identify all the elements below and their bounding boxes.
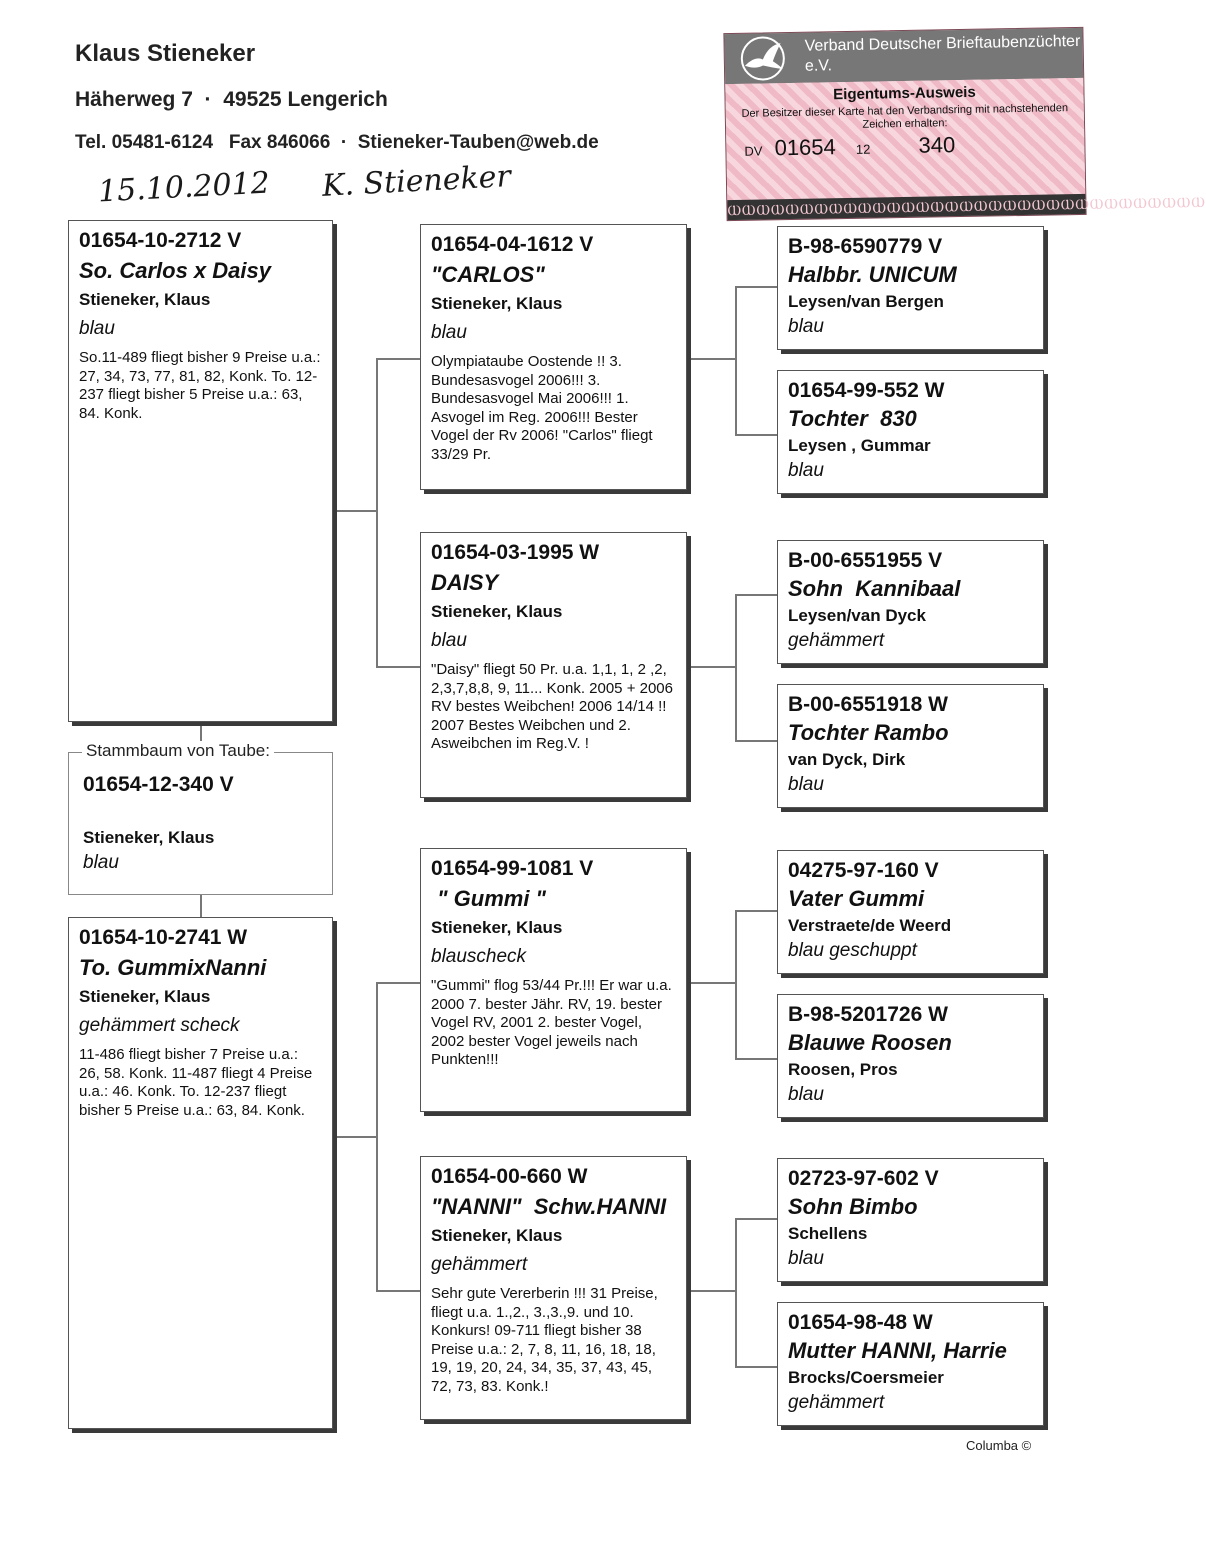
owner: Stieneker, Klaus xyxy=(431,918,563,937)
connector xyxy=(333,1136,377,1138)
pigeon-name: Sohn Kannibaal xyxy=(788,576,961,601)
pigeon-color: blau xyxy=(788,1084,824,1105)
breeder-contact: Tel. 05481-6124 Fax 846066 · Stieneker-Tauben@web.de xyxy=(75,132,599,153)
owner: Stieneker, Klaus xyxy=(431,602,563,621)
footer-credit: Columba © xyxy=(966,1438,1032,1453)
ring-number: 01654-12-340 V xyxy=(83,773,234,796)
ring-number: 01654-99-552 W xyxy=(788,379,945,402)
pigeon-name: Mutter HANNI, Harrie xyxy=(788,1338,1007,1363)
pigeon-name: Sohn Bimbo xyxy=(788,1194,918,1219)
ring-year: 12 xyxy=(855,141,871,157)
owner: Leysen/van Dyck xyxy=(788,606,926,625)
owner: Leysen , Gummar xyxy=(788,436,931,455)
pedigree-card-maternal-grandmother xyxy=(420,1156,687,1420)
owner: Stieneker, Klaus xyxy=(431,1226,563,1245)
owner: Leysen/van Bergen xyxy=(788,292,944,311)
pigeon-color: blau xyxy=(431,630,467,651)
connector xyxy=(376,1290,420,1292)
pedigree-card-great-grandparent xyxy=(777,1302,1044,1426)
owner: Stieneker, Klaus xyxy=(83,828,215,847)
pigeon-name: To. GummixNanni xyxy=(79,955,267,980)
performance-info: "Daisy" fliegt 50 Pr. u.a. 1,1, 1, 2 ,2, 2,3,7,8,8, 9, 11... Konk. 2005 + 2006 RV bestes Weibchen! 2006 14/14 !! 2007 Bestes Weibchen und 2. Asweibchen im Reg.V. ! xyxy=(431,661,673,752)
ring-number: B-98-5201726 W xyxy=(788,1003,948,1026)
pedigree-card-great-grandparent xyxy=(777,540,1044,664)
ring-number: 01654-04-1612 V xyxy=(431,233,594,256)
connector xyxy=(333,510,377,512)
performance-info: Olympiataube Oostende !! 3. Bundesasvogel 2006!!! 3. Bundesasvogel Mai 2006!!! 1. Asvogel im Reg. 2006!!! Bester Vogel der Rv 2006! "Carlos" fliegt 33/29 Pr. xyxy=(431,353,653,463)
connector xyxy=(735,1058,777,1060)
owner: Stieneker, Klaus xyxy=(431,294,563,313)
pigeon-name: Tochter Rambo xyxy=(788,720,949,745)
connector xyxy=(735,1218,737,1366)
ring-number: 01654-99-1081 V xyxy=(431,857,594,880)
connector xyxy=(735,910,777,912)
performance-info: Sehr gute Vererberin !!! 31 Preise, fliegt u.a. 1.,2., 3.,3.,9. und 10. Konkurs! 09-711 fliegt bisher 38 Preise u.a.: 2, 7, 8, 11, 16, 18, 18, 19, 19, 20, 24, 34, 35, 37, 43, 45, 72, 73, 83. Konk.! xyxy=(431,1285,658,1395)
connector xyxy=(735,740,777,742)
pigeon-color: gehämmert xyxy=(788,630,885,651)
pigeon-name: Blauwe Roosen xyxy=(788,1030,952,1055)
pedigree-card-subject xyxy=(68,752,333,895)
pigeon-name: "CARLOS" xyxy=(431,262,545,287)
pedigree-card-father xyxy=(68,220,333,722)
pedigree-legend: Stammbaum von Taube: xyxy=(82,741,274,761)
ring-number: B-00-6551918 W xyxy=(788,693,948,716)
ring-number: 04275-97-160 V xyxy=(788,859,939,882)
ring-number: 340 xyxy=(918,132,956,158)
pigeon-color: blau xyxy=(788,774,824,795)
pedigree-card-paternal-grandfather xyxy=(420,224,687,490)
ring-number: 01654-00-660 W xyxy=(431,1165,588,1188)
pigeon-name: Halbbr. UNICUM xyxy=(788,262,957,287)
pedigree-card-great-grandparent xyxy=(777,370,1044,494)
pigeon-name: So. Carlos x Daisy xyxy=(79,258,271,283)
pigeon-color: gehämmert xyxy=(431,1254,528,1275)
ownership-card-title: Eigentums-Ausweis xyxy=(833,83,976,104)
pigeon-color: blauscheck xyxy=(431,946,527,967)
pigeon-color: blau xyxy=(83,852,119,873)
pedigree-card-mother xyxy=(68,917,333,1429)
dove-icon xyxy=(732,35,793,82)
ownership-card-subtitle: Der Besitzer dieser Karte hat den Verbandsring mit nachstehenden Zeichen erhalten: xyxy=(741,102,1069,131)
connector xyxy=(735,1366,777,1368)
ring-number: 01654-03-1995 W xyxy=(431,541,600,564)
pigeon-color: blau xyxy=(788,460,824,481)
pigeon-color: blau xyxy=(79,318,115,339)
connector xyxy=(376,358,378,666)
pigeon-name: " Gummi " xyxy=(431,886,546,911)
performance-info: So.11-489 fliegt bisher 9 Preise u.a.: 27, 34, 73, 77, 81, 82, Konk. To. 12-237 fliegt bisher 5 Preise u.a.: 63, 84. Konk. xyxy=(79,349,321,422)
connector xyxy=(735,594,737,740)
ring-number: B-98-6590779 V xyxy=(788,235,943,258)
connector xyxy=(200,895,202,917)
pedigree-card-great-grandparent xyxy=(777,684,1044,808)
pedigree-card-paternal-grandmother xyxy=(420,532,687,798)
pedigree-card-great-grandparent xyxy=(777,994,1044,1118)
ownership-ring-number xyxy=(744,130,1064,162)
connector xyxy=(735,434,777,436)
pigeon-color: blau xyxy=(788,1248,824,1269)
pedigree-card-great-grandparent xyxy=(777,1158,1044,1282)
connector xyxy=(735,286,737,434)
pedigree-card-great-grandparent xyxy=(777,226,1044,350)
connector xyxy=(376,358,420,360)
performance-info: 11-486 fliegt bisher 7 Preise u.a.: 26, 58. Konk. 11-487 fliegt 4 Preise u.a.: 46. Konk. To. 12-237 fliegt bisher 5 Preise u.a.: 63, 84. Konk. xyxy=(79,1046,313,1119)
pigeon-color: gehämmert xyxy=(788,1392,885,1413)
pigeon-color: blau xyxy=(788,316,824,337)
handwritten-date: 15.10.2012 xyxy=(97,165,271,210)
ring-number: 01654-10-2741 W xyxy=(79,926,248,949)
ring-number: 02723-97-602 V xyxy=(788,1167,939,1190)
connector xyxy=(687,982,735,984)
connector xyxy=(735,594,777,596)
pedigree-card-great-grandparent xyxy=(777,850,1044,974)
ring-prefix: DV xyxy=(744,143,763,159)
ring-number: 01654-10-2712 V xyxy=(79,229,242,252)
ring-number: B-00-6551955 V xyxy=(788,549,943,572)
connector xyxy=(376,982,378,1290)
ring-club: 01654 xyxy=(774,134,836,161)
connector xyxy=(687,358,735,360)
owner: Brocks/Coersmeier xyxy=(788,1368,944,1387)
association-name: Verband Deutscher Brieftaubenzüchter e.V. xyxy=(804,32,1081,75)
connector xyxy=(687,666,735,668)
connector xyxy=(376,982,420,984)
pigeon-name: Tochter 830 xyxy=(788,406,917,431)
pigeon-color: gehämmert scheck xyxy=(79,1015,240,1036)
handwritten-signature: K. Stieneker xyxy=(321,159,512,204)
owner: Schellens xyxy=(788,1224,868,1243)
pigeon-color: blau xyxy=(431,322,467,343)
performance-info: "Gummi" flog 53/44 Pr.!!! Er war u.a. 2000 7. bester Jähr. RV, 19. bester Vogel RV, 2001 2. bester Vogel, 2002 bester Vogel jeweils nach Punkten!!! xyxy=(431,977,672,1068)
connector xyxy=(687,1290,735,1292)
pigeon-name: Vater Gummi xyxy=(788,886,925,911)
connector xyxy=(735,1218,777,1220)
pigeon-color: blau geschuppt xyxy=(788,940,917,961)
ring-number: 01654-98-48 W xyxy=(788,1311,933,1334)
breeder-address: Häherweg 7 · 49525 Lengerich xyxy=(75,88,388,111)
connector xyxy=(735,286,777,288)
owner: Stieneker, Klaus xyxy=(79,290,211,309)
connector xyxy=(376,666,420,668)
ownership-card xyxy=(723,27,1206,221)
connector xyxy=(735,910,737,1058)
pigeon-name: DAISY xyxy=(431,570,499,595)
pigeon-name: "NANNI" Schw.HANNI xyxy=(431,1194,667,1219)
owner: Stieneker, Klaus xyxy=(79,987,211,1006)
breeder-name: Klaus Stieneker xyxy=(75,40,256,67)
ownership-card-header xyxy=(724,28,1083,84)
ownership-card-body xyxy=(725,78,1085,202)
pedigree-card-maternal-grandfather xyxy=(420,848,687,1112)
owner: Verstraete/de Weerd xyxy=(788,916,952,935)
owner: Roosen, Pros xyxy=(788,1060,898,1079)
owner: van Dyck, Dirk xyxy=(788,750,906,769)
ownership-card-border: ⲰⲰⲰⲰⲰⲰⲰⲰⲰⲰⲰⲰⲰⲰⲰⲰⲰⲰⲰⲰⲰⲰⲰⲰⲰⲰⲰⲰⲰⲰⲰⲰⲰ xyxy=(727,193,1206,219)
